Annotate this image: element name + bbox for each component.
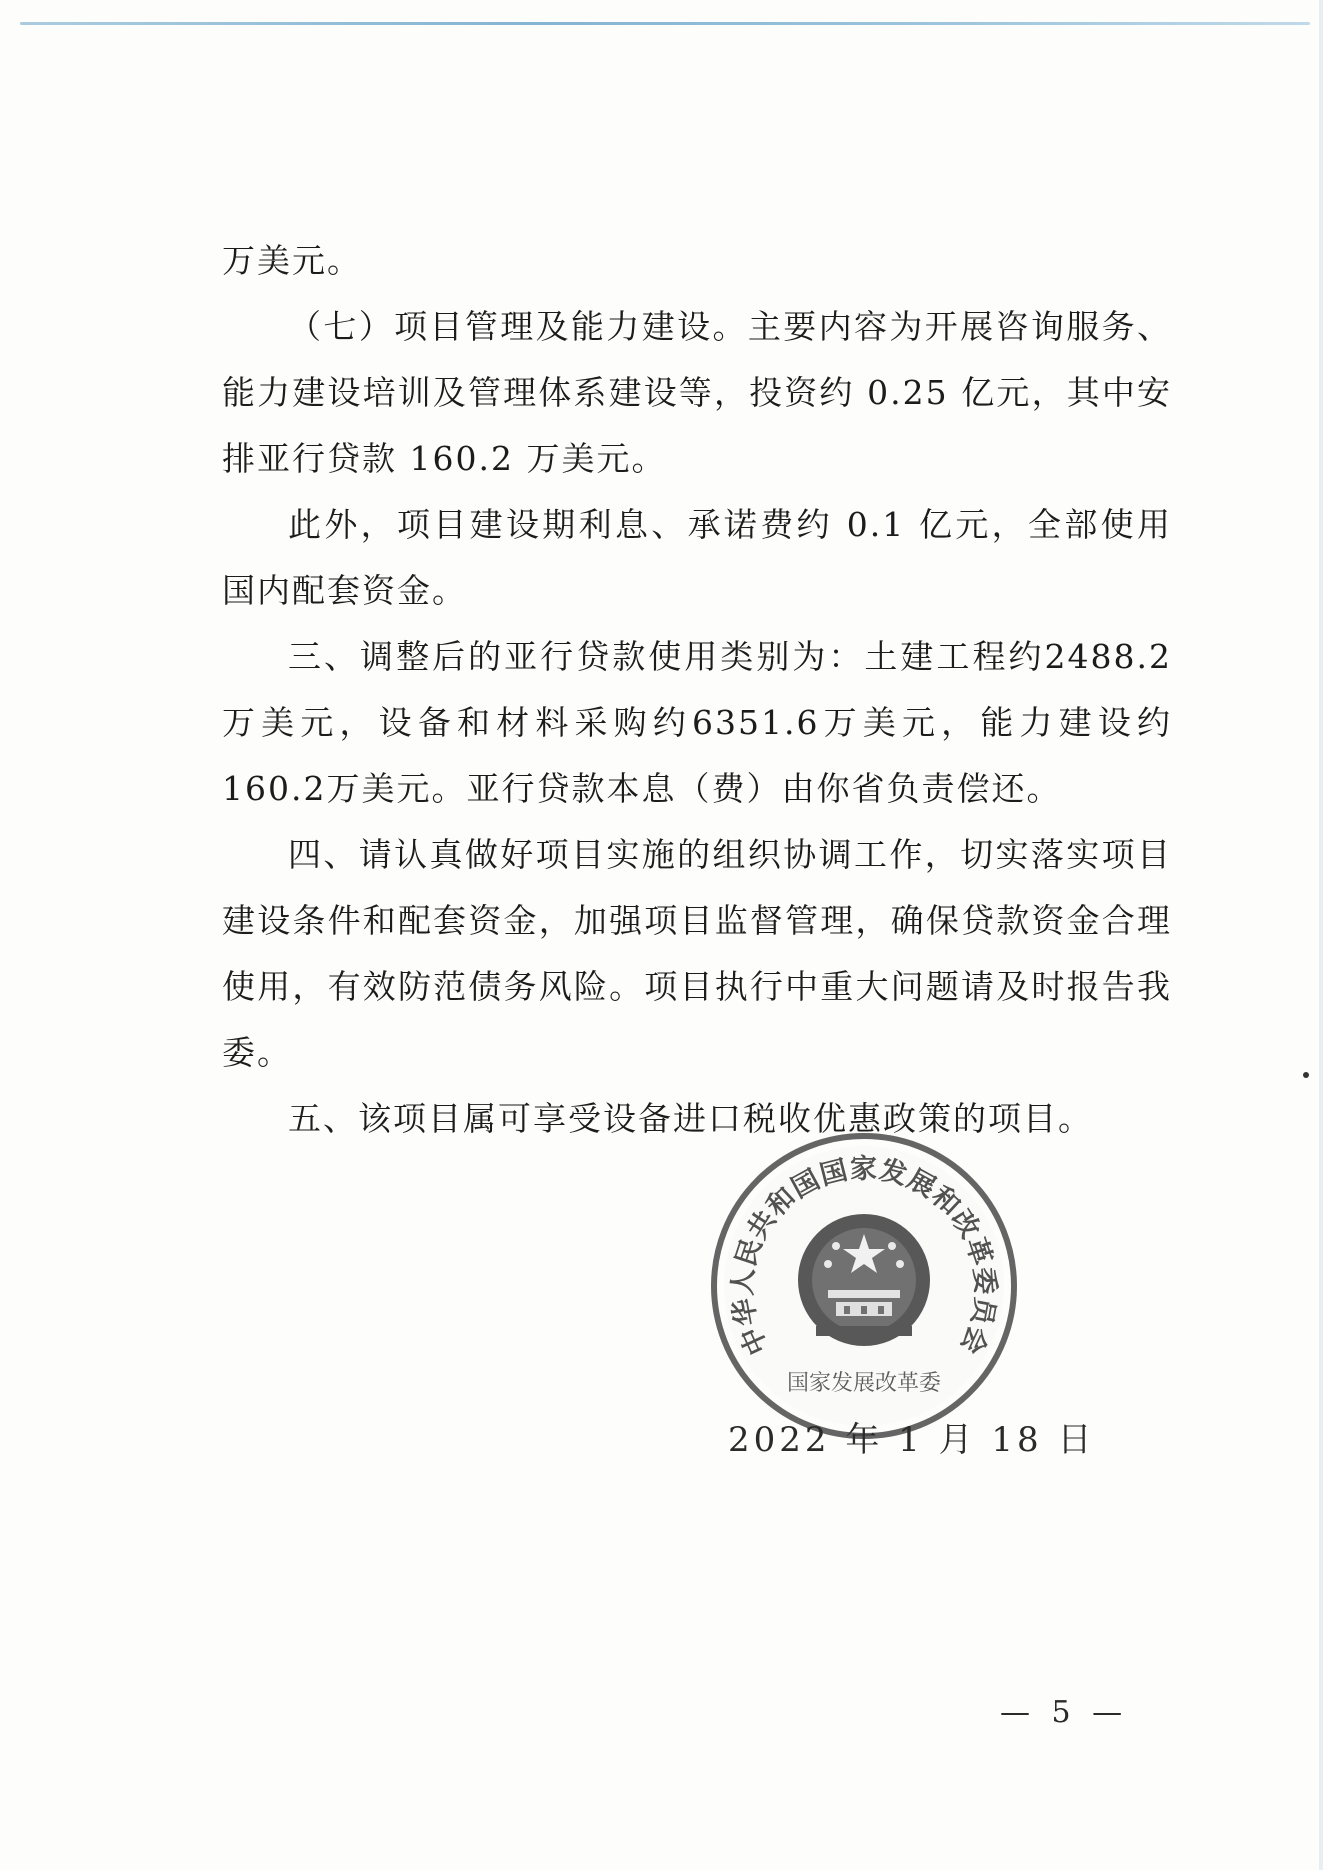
seal-inner-text: 国家发展改革委 — [786, 1371, 942, 1396]
paragraph-project-management: （七）项目管理及能力建设。主要内容为开展咨询服务、能力建设培训及管理体系建设等，投资约 0.25 亿元，其中安排亚行贷款 160.2 万美元。 — [222, 307, 1172, 478]
paragraph-section-five: 五、该项目属可享受设备进口税收优惠政策的项目。 — [288, 1099, 1093, 1138]
paragraph-section-three: 三、调整后的亚行贷款使用类别为：土建工程约2488.2万美元，设备和材料采购约6351.6万美元，能力建设约160.2万美元。亚行贷款本息（费）由你省负责偿还。 — [222, 637, 1172, 808]
document-date: 2022 年 1 月 18 日 — [728, 1420, 1096, 1460]
page-number: — 5 — — [1000, 1695, 1129, 1730]
seal-ring-text: 中华人民共和国国家发展和改革委员会 — [727, 1153, 1001, 1360]
page-edge — [1319, 0, 1323, 1870]
top-rule — [20, 22, 1310, 25]
national-emblem-icon — [798, 1214, 930, 1346]
official-seal — [708, 1130, 1020, 1442]
paragraph-section-four: 四、请认真做好项目实施的组织协调工作，切实落实项目建设条件和配套资金，加强项目监督管理，确保贷款资金合理使用，有效防范债务风险。项目执行中重大问题请及时报告我委。 — [222, 835, 1172, 1072]
document-body — [222, 228, 1172, 1152]
paragraph-interest: 此外，项目建设期利息、承诺费约 0.1 亿元，全部使用国内配套资金。 — [222, 505, 1172, 610]
margin-dot — [1303, 1072, 1309, 1078]
paragraph-continuation: 万美元。 — [222, 241, 362, 280]
